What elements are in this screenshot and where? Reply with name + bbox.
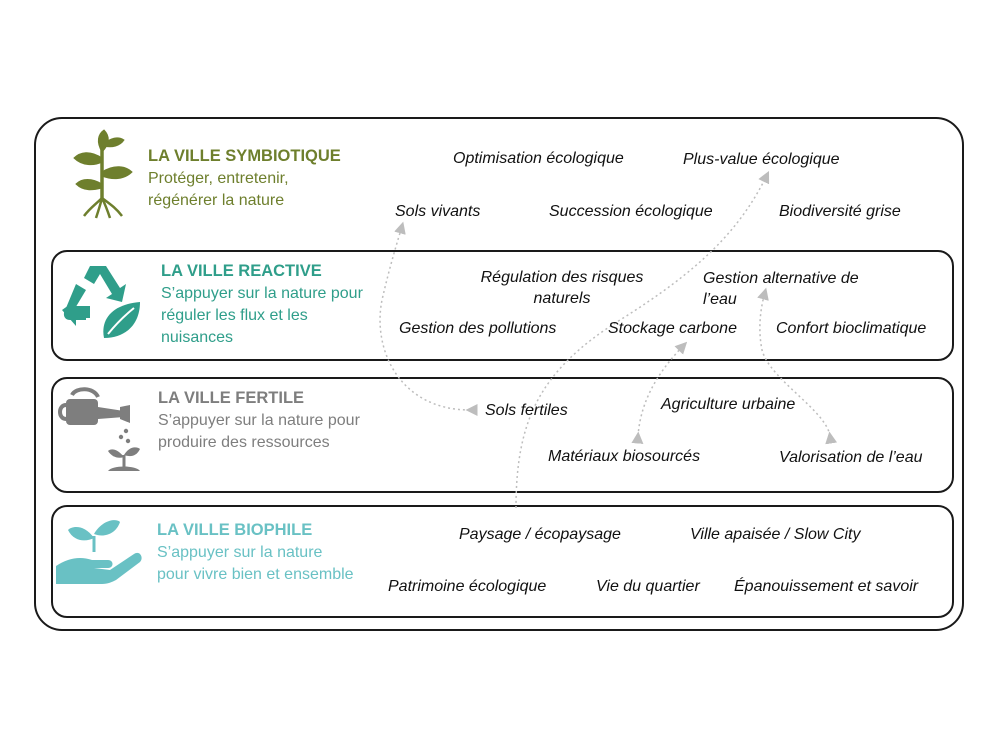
- item-sols-fertiles: Sols fertiles: [485, 402, 568, 419]
- item-paysage: Paysage / écopaysage: [459, 526, 621, 543]
- item-optimisation: Optimisation écologique: [453, 150, 624, 167]
- fertile-desc: S’appuyer sur la nature pour produire des ressources: [158, 412, 360, 451]
- item-epanouissement: Épanouissement et savoir: [734, 578, 919, 595]
- item-confort: Confort bioclimatique: [776, 320, 927, 337]
- item-gestion-eau: Gestion alternative de l’eau: [703, 270, 859, 308]
- symbiotique-desc: Protéger, entretenir, régénérer la nature: [148, 170, 289, 209]
- item-materiaux: Matériaux biosourcés: [548, 448, 701, 465]
- recycle-leaf-icon: [60, 262, 142, 340]
- item-slow-city: Ville apaisée / Slow City: [690, 526, 861, 543]
- arrow-eau-to-valorisation: [760, 292, 830, 436]
- biophile-title: LA VILLE BIOPHILE: [157, 521, 313, 539]
- item-vie-quartier: Vie du quartier: [596, 578, 700, 595]
- item-agriculture: Agriculture urbaine: [661, 396, 796, 413]
- biophile-desc: S’appuyer sur la nature pour vivre bien et ensemble: [157, 544, 354, 583]
- plant-roots-icon: [70, 128, 134, 220]
- item-biodiversite: Biodiversité grise: [779, 203, 901, 220]
- item-stockage: Stockage carbone: [608, 320, 737, 337]
- item-valorisation: Valorisation de l’eau: [779, 449, 923, 466]
- item-patrimoine: Patrimoine écologique: [388, 578, 547, 595]
- item-plus-value: Plus-value écologique: [683, 151, 840, 168]
- watering-can-icon: [58, 385, 142, 475]
- reactive-desc: S’appuyer sur la nature pour réguler les flux et les nuisances: [161, 285, 363, 346]
- item-regulation: Régulation des risques naturels: [480, 269, 644, 307]
- hand-plant-icon: [54, 516, 144, 586]
- fertile-title: LA VILLE FERTILE: [158, 389, 305, 407]
- item-pollutions: Gestion des pollutions: [399, 320, 557, 337]
- symbiotique-title: LA VILLE SYMBIOTIQUE: [148, 147, 341, 165]
- arrow-sols-vivants-to-fertiles: [380, 226, 470, 410]
- item-sols-vivants: Sols vivants: [395, 203, 481, 220]
- arrow-stockage-to-materiaux: [638, 345, 684, 436]
- item-succession: Succession écologique: [549, 203, 713, 220]
- reactive-title: LA VILLE REACTIVE: [161, 262, 322, 280]
